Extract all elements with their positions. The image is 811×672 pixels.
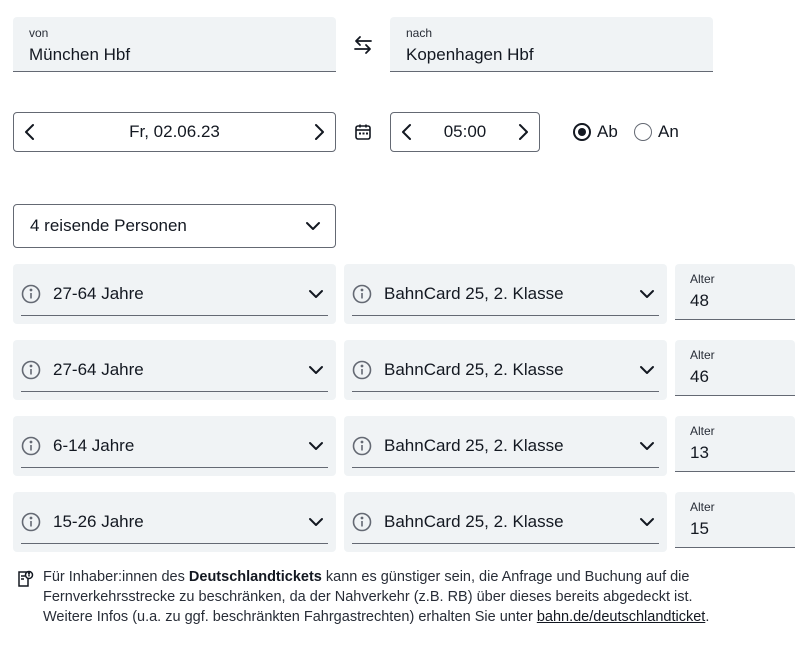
chevron-down-icon	[639, 517, 655, 527]
calendar-button[interactable]	[352, 121, 374, 143]
radio-unselected-indicator	[634, 123, 652, 141]
discount-value: BahnCard 25, 2. Klasse	[384, 511, 564, 531]
age-group-value: 15-26 Jahre	[53, 511, 144, 531]
info-icon	[352, 512, 372, 532]
swap-stations-button[interactable]	[346, 30, 380, 60]
age-group-value: 27-64 Jahre	[53, 283, 144, 303]
from-station-field[interactable]	[13, 17, 336, 72]
from-label: von	[29, 26, 49, 40]
chevron-down-icon	[305, 221, 321, 231]
arrival-radio-label: An	[658, 122, 679, 141]
traveller-count-select[interactable]	[13, 204, 336, 248]
age-input[interactable]	[675, 340, 795, 396]
age-group-value: 27-64 Jahre	[53, 359, 144, 379]
date-stepper	[13, 112, 336, 152]
age-input[interactable]	[675, 492, 795, 548]
calendar-icon	[354, 123, 372, 141]
ticket-info-icon	[16, 570, 34, 588]
radio-selected-indicator	[573, 123, 591, 141]
info-icon	[21, 284, 41, 304]
to-value: Kopenhagen Hbf	[406, 45, 534, 64]
departure-radio-label: Ab	[597, 122, 618, 141]
age-value: 48	[690, 291, 709, 310]
earlier-time-button[interactable]	[391, 113, 423, 151]
age-group-select[interactable]	[13, 340, 336, 400]
discount-value: BahnCard 25, 2. Klasse	[384, 435, 564, 455]
chevron-down-icon	[308, 289, 324, 299]
from-value: München Hbf	[29, 45, 131, 64]
chevron-down-icon	[639, 289, 655, 299]
info-icon	[21, 360, 41, 380]
notice-text-after: kann es günstiger sein, die Anfrage und Buchung auf die Fernverkehrsstrecke zu beschränken, da der Nahverkehr (z.B. RB) über dieses bereits abgedeckt ist. Weitere Infos (u.a. zu ggf. beschränkten Fahrgastrechten) erhalten Sie unter	[43, 569, 693, 625]
chevron-down-icon	[308, 441, 324, 451]
date-value[interactable]: Fr, 02.06.23	[129, 122, 220, 141]
age-input[interactable]	[675, 416, 795, 472]
discount-select[interactable]	[344, 492, 667, 552]
chevron-down-icon	[308, 365, 324, 375]
discount-select[interactable]	[344, 340, 667, 400]
discount-select[interactable]	[344, 416, 667, 476]
chevron-left-icon	[400, 123, 414, 141]
info-icon	[21, 436, 41, 456]
age-label: Alter	[690, 348, 715, 362]
notice-end: .	[705, 609, 710, 625]
swap-arrows-icon	[351, 33, 375, 57]
previous-day-button[interactable]	[14, 113, 46, 151]
chevron-down-icon	[639, 441, 655, 451]
age-group-value: 6-14 Jahre	[53, 435, 135, 455]
discount-select[interactable]	[344, 264, 667, 324]
chevron-right-icon	[312, 123, 326, 141]
next-day-button[interactable]	[303, 113, 335, 151]
discount-value: BahnCard 25, 2. Klasse	[384, 359, 564, 379]
info-icon	[352, 436, 372, 456]
chevron-left-icon	[23, 123, 37, 141]
to-label: nach	[406, 26, 433, 40]
chevron-down-icon	[639, 365, 655, 375]
deutschlandticket-notice	[43, 567, 743, 627]
notice-text-before: Für Inhaber:innen des	[43, 569, 189, 585]
departure-radio[interactable]	[573, 122, 618, 142]
age-group-select[interactable]	[13, 492, 336, 552]
age-group-select[interactable]	[13, 264, 336, 324]
chevron-right-icon	[516, 123, 530, 141]
traveller-count-value: 4 reisende Personen	[30, 216, 187, 235]
info-icon	[352, 284, 372, 304]
later-time-button[interactable]	[507, 113, 539, 151]
deutschlandticket-link[interactable]: bahn.de/deutschlandticket	[536, 609, 706, 625]
notice-bold: Deutschlandtickets	[188, 569, 322, 585]
info-icon	[21, 512, 41, 532]
age-input[interactable]	[675, 264, 795, 320]
age-label: Alter	[690, 424, 715, 438]
age-group-select[interactable]	[13, 416, 336, 476]
time-value[interactable]: 05:00	[443, 122, 487, 141]
time-stepper	[390, 112, 540, 152]
to-station-field[interactable]	[390, 17, 713, 72]
info-icon	[352, 360, 372, 380]
arrival-radio[interactable]	[634, 122, 679, 142]
age-label: Alter	[690, 500, 715, 514]
age-value: 15	[690, 519, 709, 538]
age-value: 13	[690, 443, 709, 462]
age-value: 46	[690, 367, 709, 386]
age-label: Alter	[690, 272, 715, 286]
chevron-down-icon	[308, 517, 324, 527]
ticket-info-icon-wrap	[16, 570, 34, 588]
discount-value: BahnCard 25, 2. Klasse	[384, 283, 564, 303]
